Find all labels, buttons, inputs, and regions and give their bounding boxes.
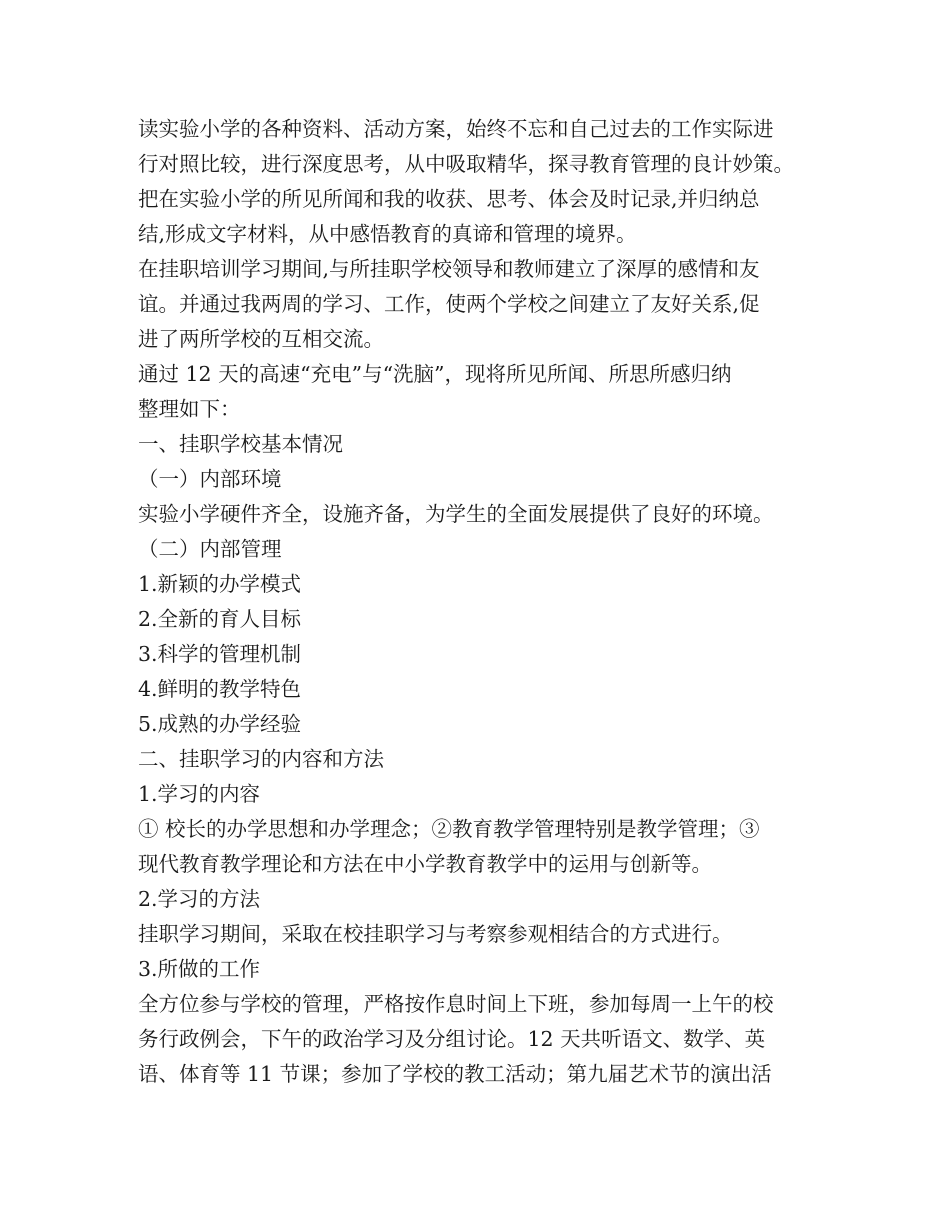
text-line: ① 校长的办学思想和办学理念；②教育教学管理特别是教学管理；③ — [138, 817, 760, 841]
text-line: 挂职学习期间，采取在校挂职学习与考察参观相结合的方式进行。 — [138, 922, 733, 946]
text-line: 实验小学硬件齐全，设施齐备，为学生的全面发展提供了良好的环境。 — [138, 502, 774, 526]
list-item: 2.学习的方法 — [138, 887, 261, 911]
text-line: 行对照比较，进行深度思考，从中吸取精华，探寻教育管理的良计妙策。 — [138, 152, 794, 176]
text-line: 全方位参与学校的管理，严格按作息时间上下班，参加每周一上午的校 — [138, 992, 774, 1016]
subsection-heading: （一）内部环境 — [138, 467, 282, 491]
section-heading: 二、挂职学习的内容和方法 — [138, 747, 384, 771]
text-line: 谊。并通过我两周的学习、工作，使两个学校之间建立了友好关系,促 — [138, 292, 760, 316]
text-line: 读实验小学的各种资料、活动方案，始终不忘和自己过去的工作实际进 — [138, 117, 774, 141]
list-item: 3.所做的工作 — [138, 957, 261, 981]
text-line: 在挂职培训学习期间,与所挂职学校领导和教师建立了深厚的感情和友 — [138, 257, 760, 281]
text-line: 结,形成文字材料，从中感悟教育的真谛和管理的境界。 — [138, 222, 637, 246]
text-line: 务行政例会，下午的政治学习及分组讨论。12 天共听语文、数学、英 — [138, 1027, 766, 1051]
text-line: 把在实验小学的所见所闻和我的收获、思考、体会及时记录,并归纳总 — [138, 187, 760, 211]
list-item: 4.鲜明的教学特色 — [138, 677, 302, 701]
text-line: 现代教育教学理论和方法在中小学教育教学中的运用与创新等。 — [138, 852, 712, 876]
list-item: 5.成熟的办学经验 — [138, 712, 302, 736]
section-heading: 一、挂职学校基本情况 — [138, 432, 343, 456]
text-line: 语、体育等 11 节课；参加了学校的教工活动；第九届艺术节的演出活 — [138, 1062, 772, 1086]
text-line: 通过 12 天的高速“充电”与“洗脑”，现将所见所闻、所思所感归纳 — [138, 362, 732, 386]
list-item: 1.学习的内容 — [138, 782, 261, 806]
text-line: 整理如下： — [138, 397, 241, 421]
list-item: 2.全新的育人目标 — [138, 607, 302, 631]
text-line: 进了两所学校的互相交流。 — [138, 327, 384, 351]
list-item: 1.新颖的办学模式 — [138, 572, 302, 596]
document-body — [138, 112, 828, 1092]
list-item: 3.科学的管理机制 — [138, 642, 302, 666]
subsection-heading: （二）内部管理 — [138, 537, 282, 561]
